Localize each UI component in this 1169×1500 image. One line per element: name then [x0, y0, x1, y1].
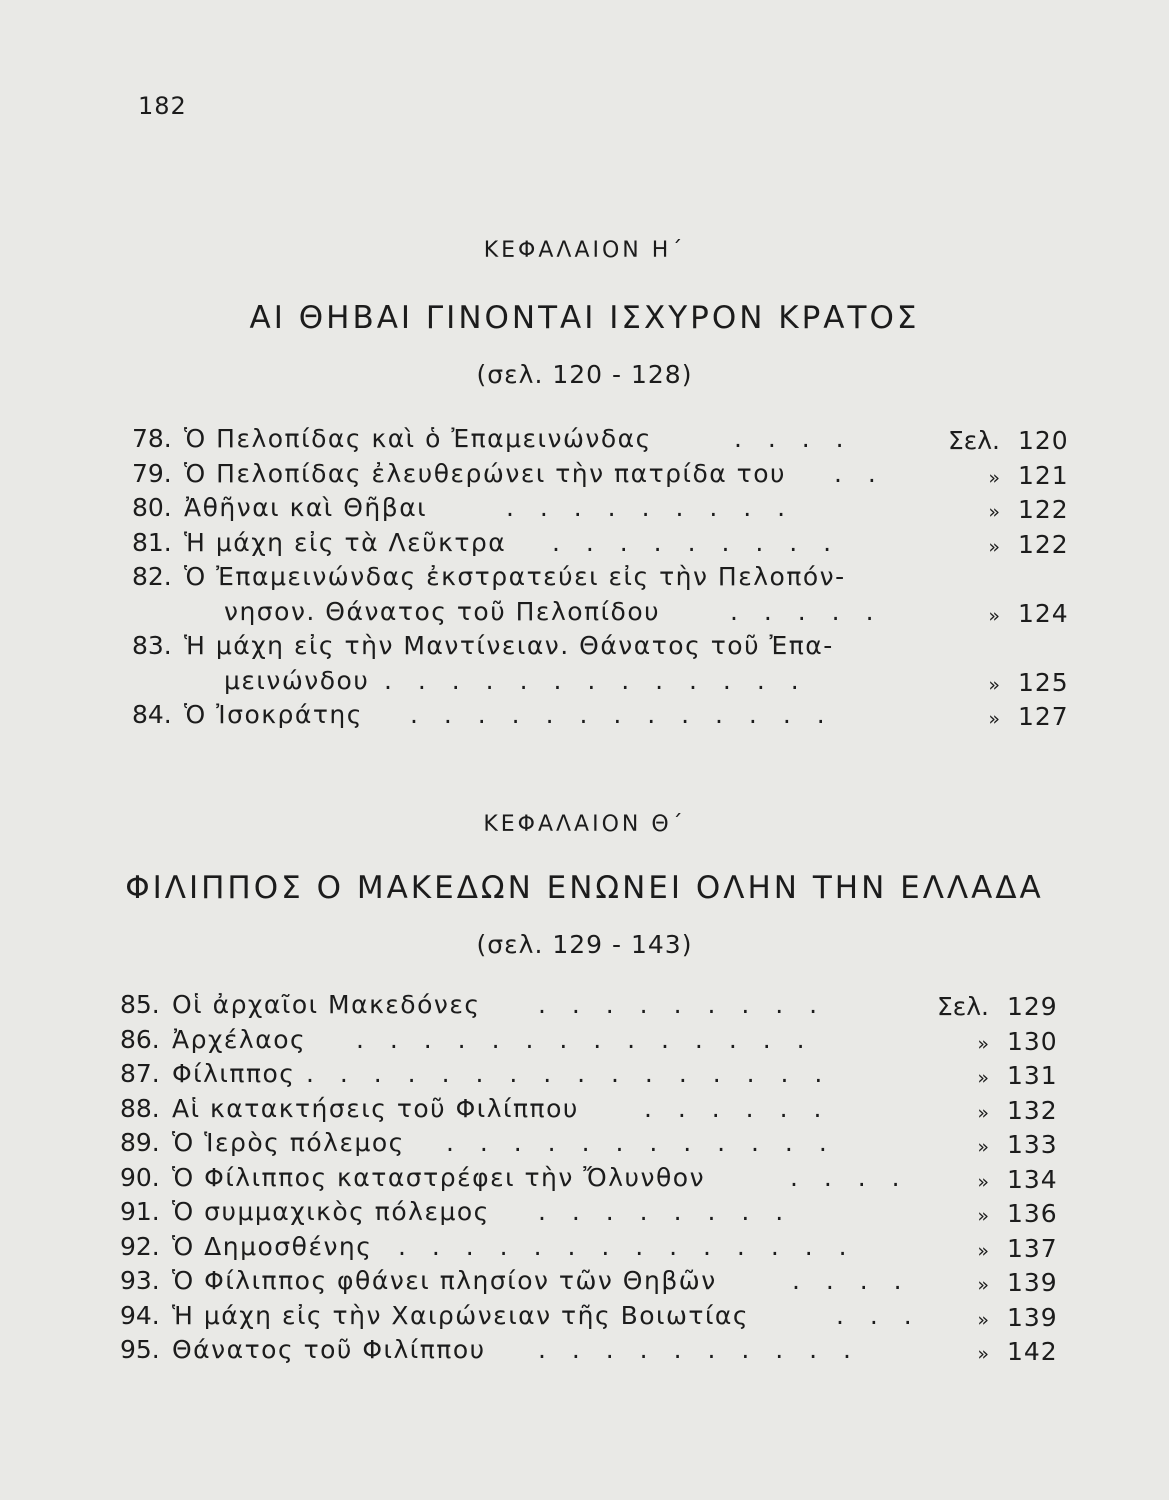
toc-entry [120, 1300, 1058, 1336]
entry-title: Ὁ Δημοσθένης [172, 1231, 373, 1261]
page-reference [977, 1337, 1058, 1366]
ditto-mark: » [988, 604, 1000, 627]
ditto-mark: » [977, 1101, 989, 1124]
page-link[interactable]: 132 [1007, 1095, 1058, 1125]
entry-number: 95. [120, 1335, 160, 1364]
page-reference [988, 529, 1069, 559]
entry-title-continued: νησον. Θάνατος τοῦ Πελοπίδου [224, 596, 661, 626]
entry-number: 84. [132, 700, 172, 729]
entry-number: 94. [120, 1300, 160, 1330]
toc-entry [120, 990, 1058, 1025]
page-link[interactable]: 137 [1007, 1233, 1058, 1263]
dot-leader: . . . . . . . . . . . . . [410, 700, 834, 729]
page-reference [977, 1302, 1058, 1332]
entry-number: 87. [120, 1059, 160, 1088]
chapter-label: ΚΕΦΑΛΑΙΟΝ Θ΄ [483, 812, 686, 837]
page-reference [977, 1026, 1058, 1056]
toc-entry [120, 1197, 1058, 1232]
ditto-mark: » [977, 1205, 989, 1227]
toc-entry [132, 631, 1069, 700]
toc-list [120, 990, 1058, 1370]
page-reference [977, 1164, 1058, 1194]
toc-entry [120, 1266, 1058, 1301]
toc-entry [120, 1059, 1058, 1094]
dot-leader: . . . [836, 1300, 921, 1330]
dot-leader: . . . . . . . . . . . . [446, 1128, 836, 1157]
entry-number: 86. [120, 1024, 160, 1054]
page-reference [988, 598, 1069, 628]
entry-number: 92. [120, 1231, 160, 1261]
entry-title: Ἡ μάχη εἰς τὰ Λεῦκτρα [184, 527, 507, 557]
entry-number: 88. [120, 1093, 160, 1123]
entry-number: 81. [132, 527, 172, 557]
dot-leader: . . . . . . . . . [506, 493, 795, 522]
page-link[interactable]: 133 [1007, 1130, 1058, 1159]
toc-entry [132, 458, 1069, 494]
entry-title: Ὁ Φίλιππος καταστρέφει τὴν Ὄλυνθον [172, 1162, 706, 1192]
page-reference [977, 1268, 1058, 1297]
page-reference [988, 460, 1069, 490]
page-link[interactable]: 125 [1018, 667, 1069, 697]
entry-number: 79. [132, 458, 172, 488]
ditto-mark: » [977, 1343, 989, 1365]
dot-leader: . . . . . . [644, 1093, 831, 1123]
toc-entry [120, 1024, 1058, 1060]
entry-title: Φίλιππος [172, 1059, 296, 1088]
entry-title: Θάνατος τοῦ Φιλίππου [172, 1335, 486, 1364]
page-link[interactable]: 130 [1007, 1026, 1058, 1056]
ditto-mark: » [977, 1032, 989, 1055]
chapter-title: ΑΙ ΘΗΒΑΙ ΓΙΝΟΝΤΑΙ ΙΣΧΥΡΟΝ ΚΡΑΤΟΣ [249, 300, 920, 336]
toc-list [132, 424, 1069, 735]
entry-title: Ἡ μάχη εἰς τὴν Μαντίνειαν. Θάνατος τοῦ Ἐπα- [184, 631, 834, 660]
page-link[interactable]: 122 [1018, 495, 1069, 524]
ditto-mark: » [988, 501, 1000, 523]
entry-title: Ὁ Ἐπαμεινώνδας ἐκστρατεύει εἰς τὴν Πελοπόν- [184, 562, 846, 591]
page-link[interactable]: 127 [1018, 702, 1069, 731]
entry-title: Οἱ ἀρχαῖοι Μακεδόνες [172, 990, 481, 1019]
ditto-mark: » [988, 535, 1000, 558]
toc-entry [132, 700, 1069, 735]
page-reference [936, 992, 1058, 1021]
dot-leader: . . . . . . . . . [538, 990, 827, 1019]
chapter-label: ΚΕΦΑΛΑΙΟΝ Η΄ [483, 238, 686, 263]
entry-number: 90. [120, 1162, 160, 1192]
page-reference [988, 667, 1069, 697]
entry-title: Αἱ κατακτήσεις τοῦ Φιλίππου [172, 1093, 579, 1123]
dot-leader: . . . . [792, 1266, 911, 1295]
page-reference [988, 495, 1069, 524]
page-reference [977, 1095, 1058, 1125]
page-number: 182 [138, 92, 187, 120]
ditto-mark: » [988, 673, 1000, 696]
page-link[interactable]: 131 [1007, 1061, 1058, 1090]
entry-title: Ὁ Ἰσοκράτης [184, 700, 363, 729]
ditto-mark: » [977, 1136, 989, 1158]
ref-label: Σελ. [947, 426, 1000, 455]
toc-entry [132, 527, 1069, 563]
entry-title: Ὁ Ἱερὸς πόλεμος [172, 1128, 405, 1157]
ditto-mark: » [977, 1274, 989, 1296]
entry-number: 89. [120, 1128, 160, 1157]
ditto-mark: » [988, 708, 1000, 730]
page-link[interactable]: 134 [1007, 1164, 1058, 1194]
chapter-page-range: (σελ. 129 - 143) [476, 930, 693, 959]
page-link[interactable]: 120 [1018, 426, 1069, 455]
ditto-mark: » [977, 1170, 989, 1193]
toc-entry [132, 493, 1069, 528]
entry-title: Ἡ μάχη εἰς τὴν Χαιρώνειαν τῆς Βοιωτίας [172, 1300, 750, 1330]
toc-entry [120, 1335, 1058, 1370]
dot-leader: . . [834, 458, 885, 488]
chapter-title: ΦΙΛΙΠΠΟΣ Ο ΜΑΚΕΔΩΝ ΕΝΩΝΕΙ ΟΛΗΝ ΤΗΝ ΕΛΛΑΔΑ [125, 870, 1044, 906]
dot-leader: . . . . . . . . . . . . . . [356, 1024, 814, 1054]
dot-leader: . . . . . . . . . . . . . . . . [306, 1059, 832, 1088]
dot-leader: . . . . . . . . . . [538, 1335, 860, 1364]
entry-number: 83. [132, 631, 172, 660]
page-link[interactable]: 121 [1018, 460, 1069, 490]
dot-leader: . . . . . . . . . [552, 527, 841, 557]
page-link[interactable]: 139 [1007, 1302, 1058, 1332]
toc-entry [120, 1128, 1058, 1163]
entry-number: 80. [132, 493, 172, 522]
toc-entry [120, 1231, 1058, 1267]
entry-title: Ὁ συμμαχικὸς πόλεμος [172, 1197, 490, 1226]
dot-leader: . . . . [790, 1162, 909, 1192]
entry-number: 78. [132, 424, 172, 453]
ditto-mark: » [977, 1239, 989, 1262]
entry-title: Ὁ Φίλιππος φθάνει πλησίον τῶν Θηβῶν [172, 1266, 717, 1295]
page-link[interactable]: 139 [1007, 1268, 1058, 1297]
ditto-mark: » [977, 1308, 989, 1331]
dot-leader: . . . . . . . . . . . . . [384, 665, 808, 695]
dot-leader: . . . . [734, 424, 853, 453]
page-link[interactable]: 124 [1018, 598, 1069, 628]
dot-leader: . . . . . [730, 596, 883, 626]
entry-number: 93. [120, 1266, 160, 1295]
page-link[interactable]: 136 [1007, 1199, 1058, 1228]
ditto-mark: » [988, 466, 1000, 489]
chapter-page-range: (σελ. 120 - 128) [476, 360, 693, 389]
ref-label: Σελ. [936, 992, 989, 1021]
entry-title: Ὁ Πελοπίδας ἐλευθερώνει τὴν πατρίδα του [184, 458, 786, 488]
entry-number: 91. [120, 1197, 160, 1226]
dot-leader: . . . . . . . . [538, 1197, 793, 1226]
page-reference [947, 426, 1069, 455]
toc-entry [120, 1093, 1058, 1129]
entry-number: 85. [120, 990, 160, 1019]
toc-entry [132, 562, 1069, 631]
toc-entry [120, 1162, 1058, 1198]
entry-title: Ὁ Πελοπίδας καὶ ὁ Ἐπαμεινώνδας [184, 424, 652, 453]
entry-title-continued: μεινώνδου [224, 665, 370, 695]
ditto-mark: » [977, 1067, 989, 1089]
page-reference [977, 1130, 1058, 1159]
entry-number: 82. [132, 562, 172, 591]
entry-title: Ἀθῆναι καὶ Θῆβαι [184, 493, 428, 522]
page-link[interactable]: 129 [1007, 992, 1058, 1021]
page-link[interactable]: 122 [1018, 529, 1069, 559]
page-reference [988, 702, 1069, 731]
dot-leader: . . . . . . . . . . . . . . [398, 1231, 856, 1261]
toc-entry [132, 424, 1069, 459]
page-reference [977, 1061, 1058, 1090]
page-reference [977, 1199, 1058, 1228]
page-link[interactable]: 142 [1007, 1337, 1058, 1366]
page-reference [977, 1233, 1058, 1263]
entry-title: Ἀρχέλαος [172, 1024, 307, 1054]
